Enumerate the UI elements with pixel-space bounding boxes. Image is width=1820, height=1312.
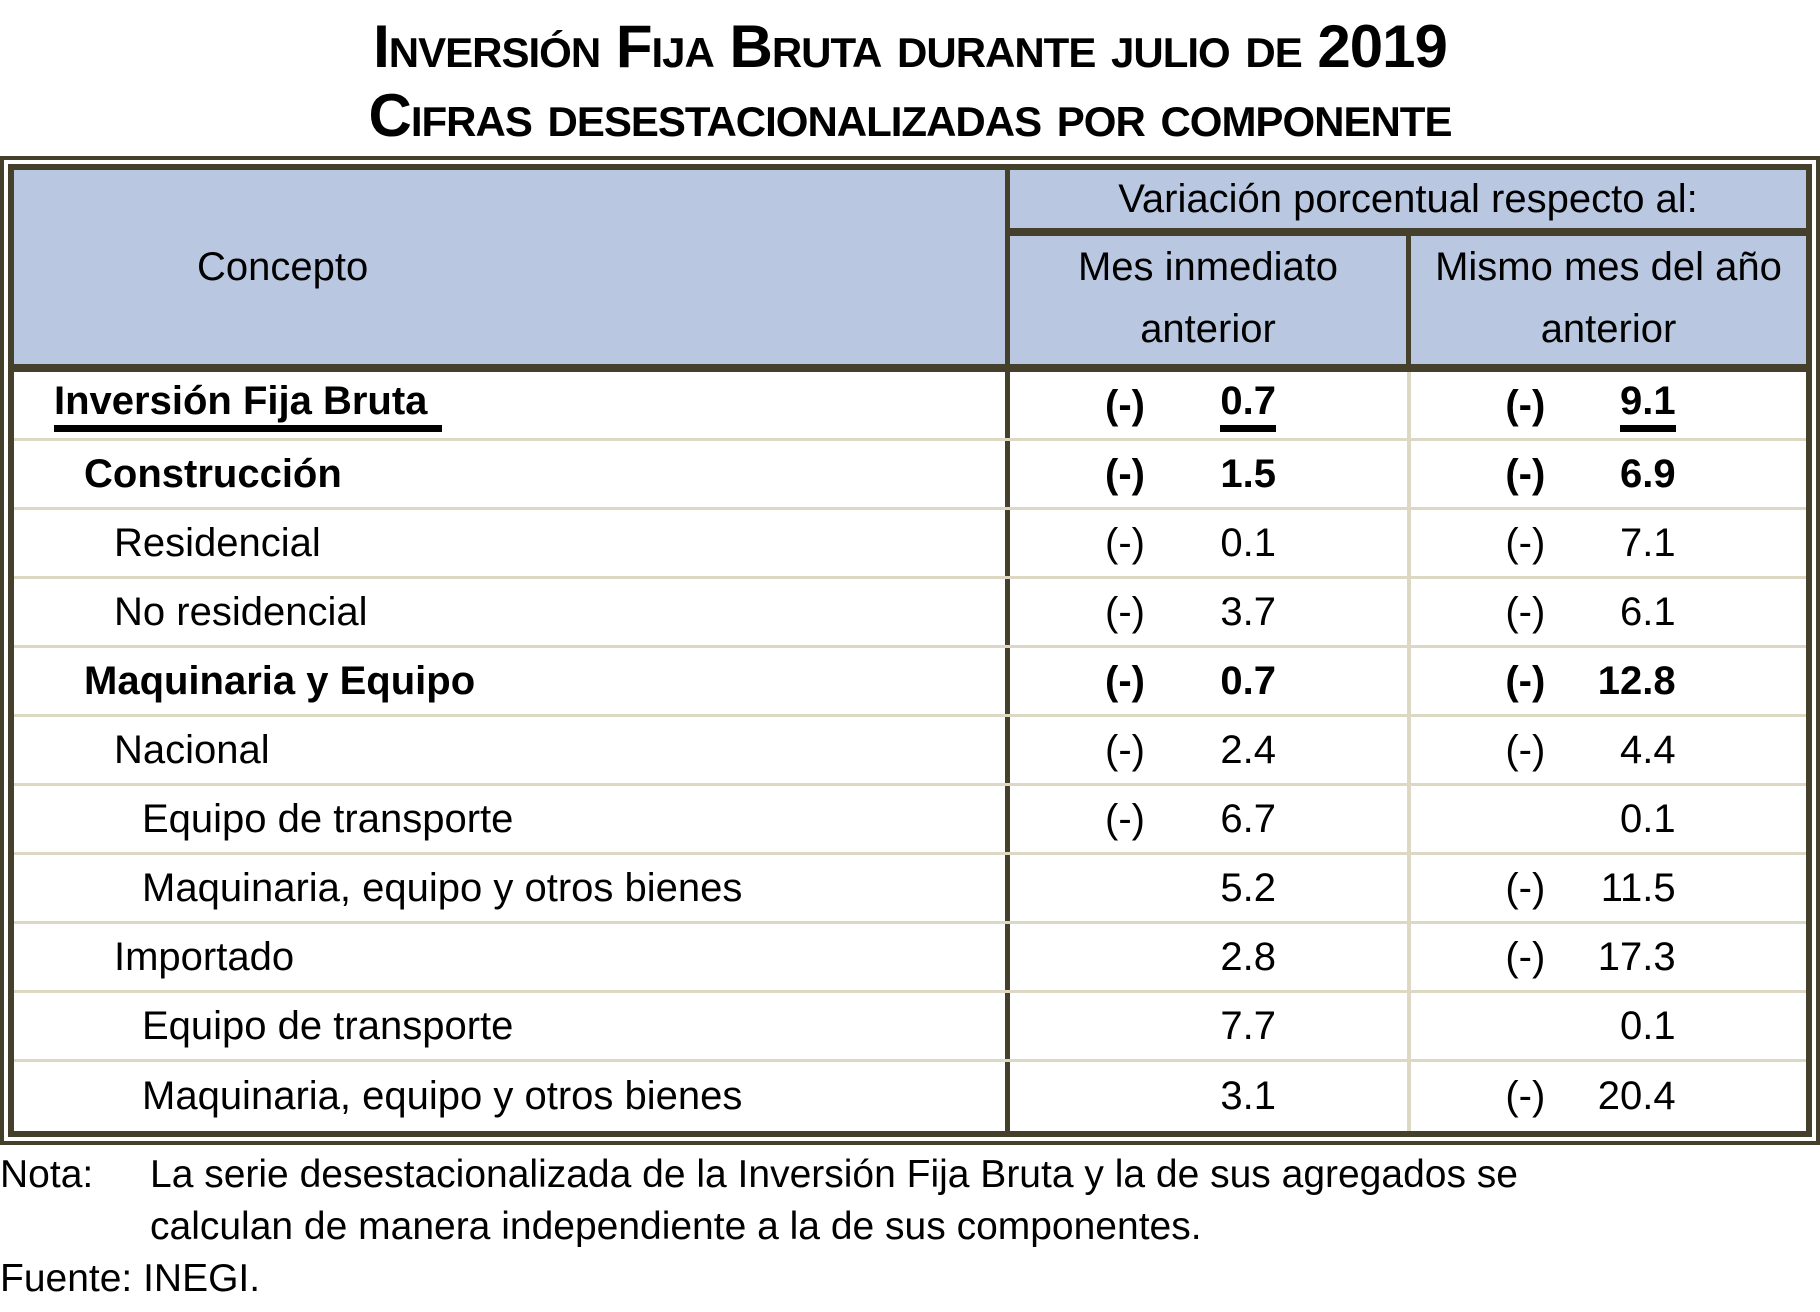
value: 3.7 [1220, 589, 1276, 634]
investment-table [8, 164, 1812, 1137]
mes-value-cell [1010, 993, 1411, 1059]
value: 1.5 [1220, 451, 1276, 496]
note-label: Nota: [0, 1153, 94, 1196]
header-subcolumns [1010, 236, 1806, 364]
value: 7.7 [1220, 1003, 1276, 1048]
anio-value-cell [1411, 717, 1806, 783]
table-row [14, 717, 1806, 786]
table-row [14, 993, 1806, 1062]
value: 17.3 [1597, 934, 1676, 979]
concept-label: Construcción [84, 451, 342, 496]
anio-value-cell [1411, 372, 1806, 438]
negative-sign: (-) [1105, 658, 1145, 703]
mes-value-cell [1010, 786, 1411, 852]
value: 0.7 [1145, 379, 1276, 432]
source-text: Fuente: INEGI. [0, 1257, 261, 1300]
table-header [14, 170, 1806, 372]
table-row [14, 786, 1806, 855]
anio-value-cell [1411, 855, 1806, 921]
mes-value-cell [1010, 441, 1411, 507]
concept-cell [14, 786, 1010, 852]
mes-value-cell [1010, 510, 1411, 576]
table-row [14, 372, 1806, 441]
table-row [14, 579, 1806, 648]
negative-sign: (-) [1105, 451, 1145, 496]
value: 11.5 [1600, 865, 1676, 910]
negative-sign: (-) [1505, 658, 1546, 703]
value: 6.1 [1620, 589, 1676, 634]
header-anio-cell: Mismo mes del año anterior [1435, 245, 1782, 351]
value: 0.1 [1620, 1003, 1676, 1048]
negative-sign: (-) [1505, 727, 1546, 772]
header-mes-cell: Mes inmediato anterior [1010, 236, 1411, 364]
anio-value-cell [1411, 441, 1806, 507]
negative-sign: (-) [1505, 1074, 1546, 1118]
value: 2.8 [1220, 934, 1276, 979]
mes-value-cell [1010, 1062, 1411, 1131]
concept-label: Equipo de transporte [142, 796, 514, 841]
mes-value-cell [1010, 648, 1411, 714]
value: 9.1 [1545, 379, 1675, 432]
negative-sign: (-) [1105, 796, 1145, 841]
mes-value-cell [1010, 372, 1411, 438]
value: 0.1 [1620, 796, 1676, 841]
value: 12.8 [1597, 658, 1676, 703]
concept-label: Nacional [114, 727, 270, 772]
table-row [14, 510, 1806, 579]
concept-label: Inversión Fija Bruta [54, 379, 442, 432]
mes-value-cell [1010, 855, 1411, 921]
concept-cell [14, 717, 1010, 783]
value: 5.2 [1220, 865, 1276, 910]
table-row [14, 648, 1806, 717]
anio-value-cell [1411, 786, 1806, 852]
header-variacion-cell: Variación porcentual respecto al: [1010, 170, 1806, 236]
page-title-line2: Cifras desestacionalizadas por componente [368, 82, 1452, 149]
table-row [14, 924, 1806, 993]
negative-sign: (-) [1105, 520, 1145, 565]
concept-label: Equipo de transporte [142, 1003, 514, 1048]
concept-cell [14, 993, 1010, 1059]
value: 7.1 [1620, 520, 1676, 565]
anio-value-cell [1411, 1062, 1806, 1131]
concept-label: Residencial [114, 520, 321, 565]
concept-cell [14, 648, 1010, 714]
concept-label: Importado [114, 934, 295, 979]
value: 3.1 [1220, 1074, 1276, 1118]
anio-value-cell [1411, 510, 1806, 576]
negative-sign: (-) [1505, 382, 1546, 427]
value: 2.4 [1220, 727, 1276, 772]
negative-sign: (-) [1105, 382, 1145, 427]
header-concepto-cell: Concepto [14, 170, 1010, 364]
negative-sign: (-) [1105, 589, 1145, 634]
concept-cell [14, 441, 1010, 507]
concept-cell [14, 855, 1010, 921]
header-right-group [1010, 170, 1806, 364]
value: 20.4 [1597, 1074, 1676, 1118]
concept-cell [14, 372, 1010, 438]
footnote [0, 1149, 1820, 1305]
value: 4.4 [1620, 727, 1676, 772]
page-title [0, 12, 1820, 150]
value: 6.7 [1220, 796, 1276, 841]
negative-sign: (-) [1505, 865, 1546, 910]
negative-sign: (-) [1505, 934, 1546, 979]
negative-sign: (-) [1505, 451, 1546, 496]
concept-label: Maquinaria y Equipo [84, 658, 476, 703]
mes-value-cell [1010, 924, 1411, 990]
concept-label: Maquinaria, equipo y otros bienes [142, 1074, 743, 1118]
table-frame [0, 156, 1820, 1145]
anio-value-cell [1411, 579, 1806, 645]
concept-cell [14, 924, 1010, 990]
anio-value-cell [1411, 648, 1806, 714]
table-row [14, 441, 1806, 510]
value: 0.7 [1220, 658, 1276, 703]
value: 6.9 [1620, 451, 1676, 496]
page-title-line1: Inversión Fija Bruta durante julio de 2019 [373, 13, 1447, 80]
table-row [14, 855, 1806, 924]
mes-value-cell [1010, 579, 1411, 645]
mes-value-cell [1010, 717, 1411, 783]
concept-label: No residencial [114, 589, 368, 634]
negative-sign: (-) [1505, 589, 1546, 634]
negative-sign: (-) [1505, 520, 1546, 565]
concept-cell [14, 510, 1010, 576]
concept-cell [14, 579, 1010, 645]
value: 0.1 [1220, 520, 1276, 565]
anio-value-cell [1411, 924, 1806, 990]
note-text: La serie desestacionalizada de la Inversión Fija Bruta y la de sus agregados se calculan de manera independiente a la de sus componentes. [150, 1153, 1518, 1248]
concept-cell [14, 1062, 1010, 1131]
negative-sign: (-) [1105, 727, 1145, 772]
anio-value-cell [1411, 993, 1806, 1059]
table-row [14, 1062, 1806, 1131]
concept-label: Maquinaria, equipo y otros bienes [142, 865, 743, 910]
